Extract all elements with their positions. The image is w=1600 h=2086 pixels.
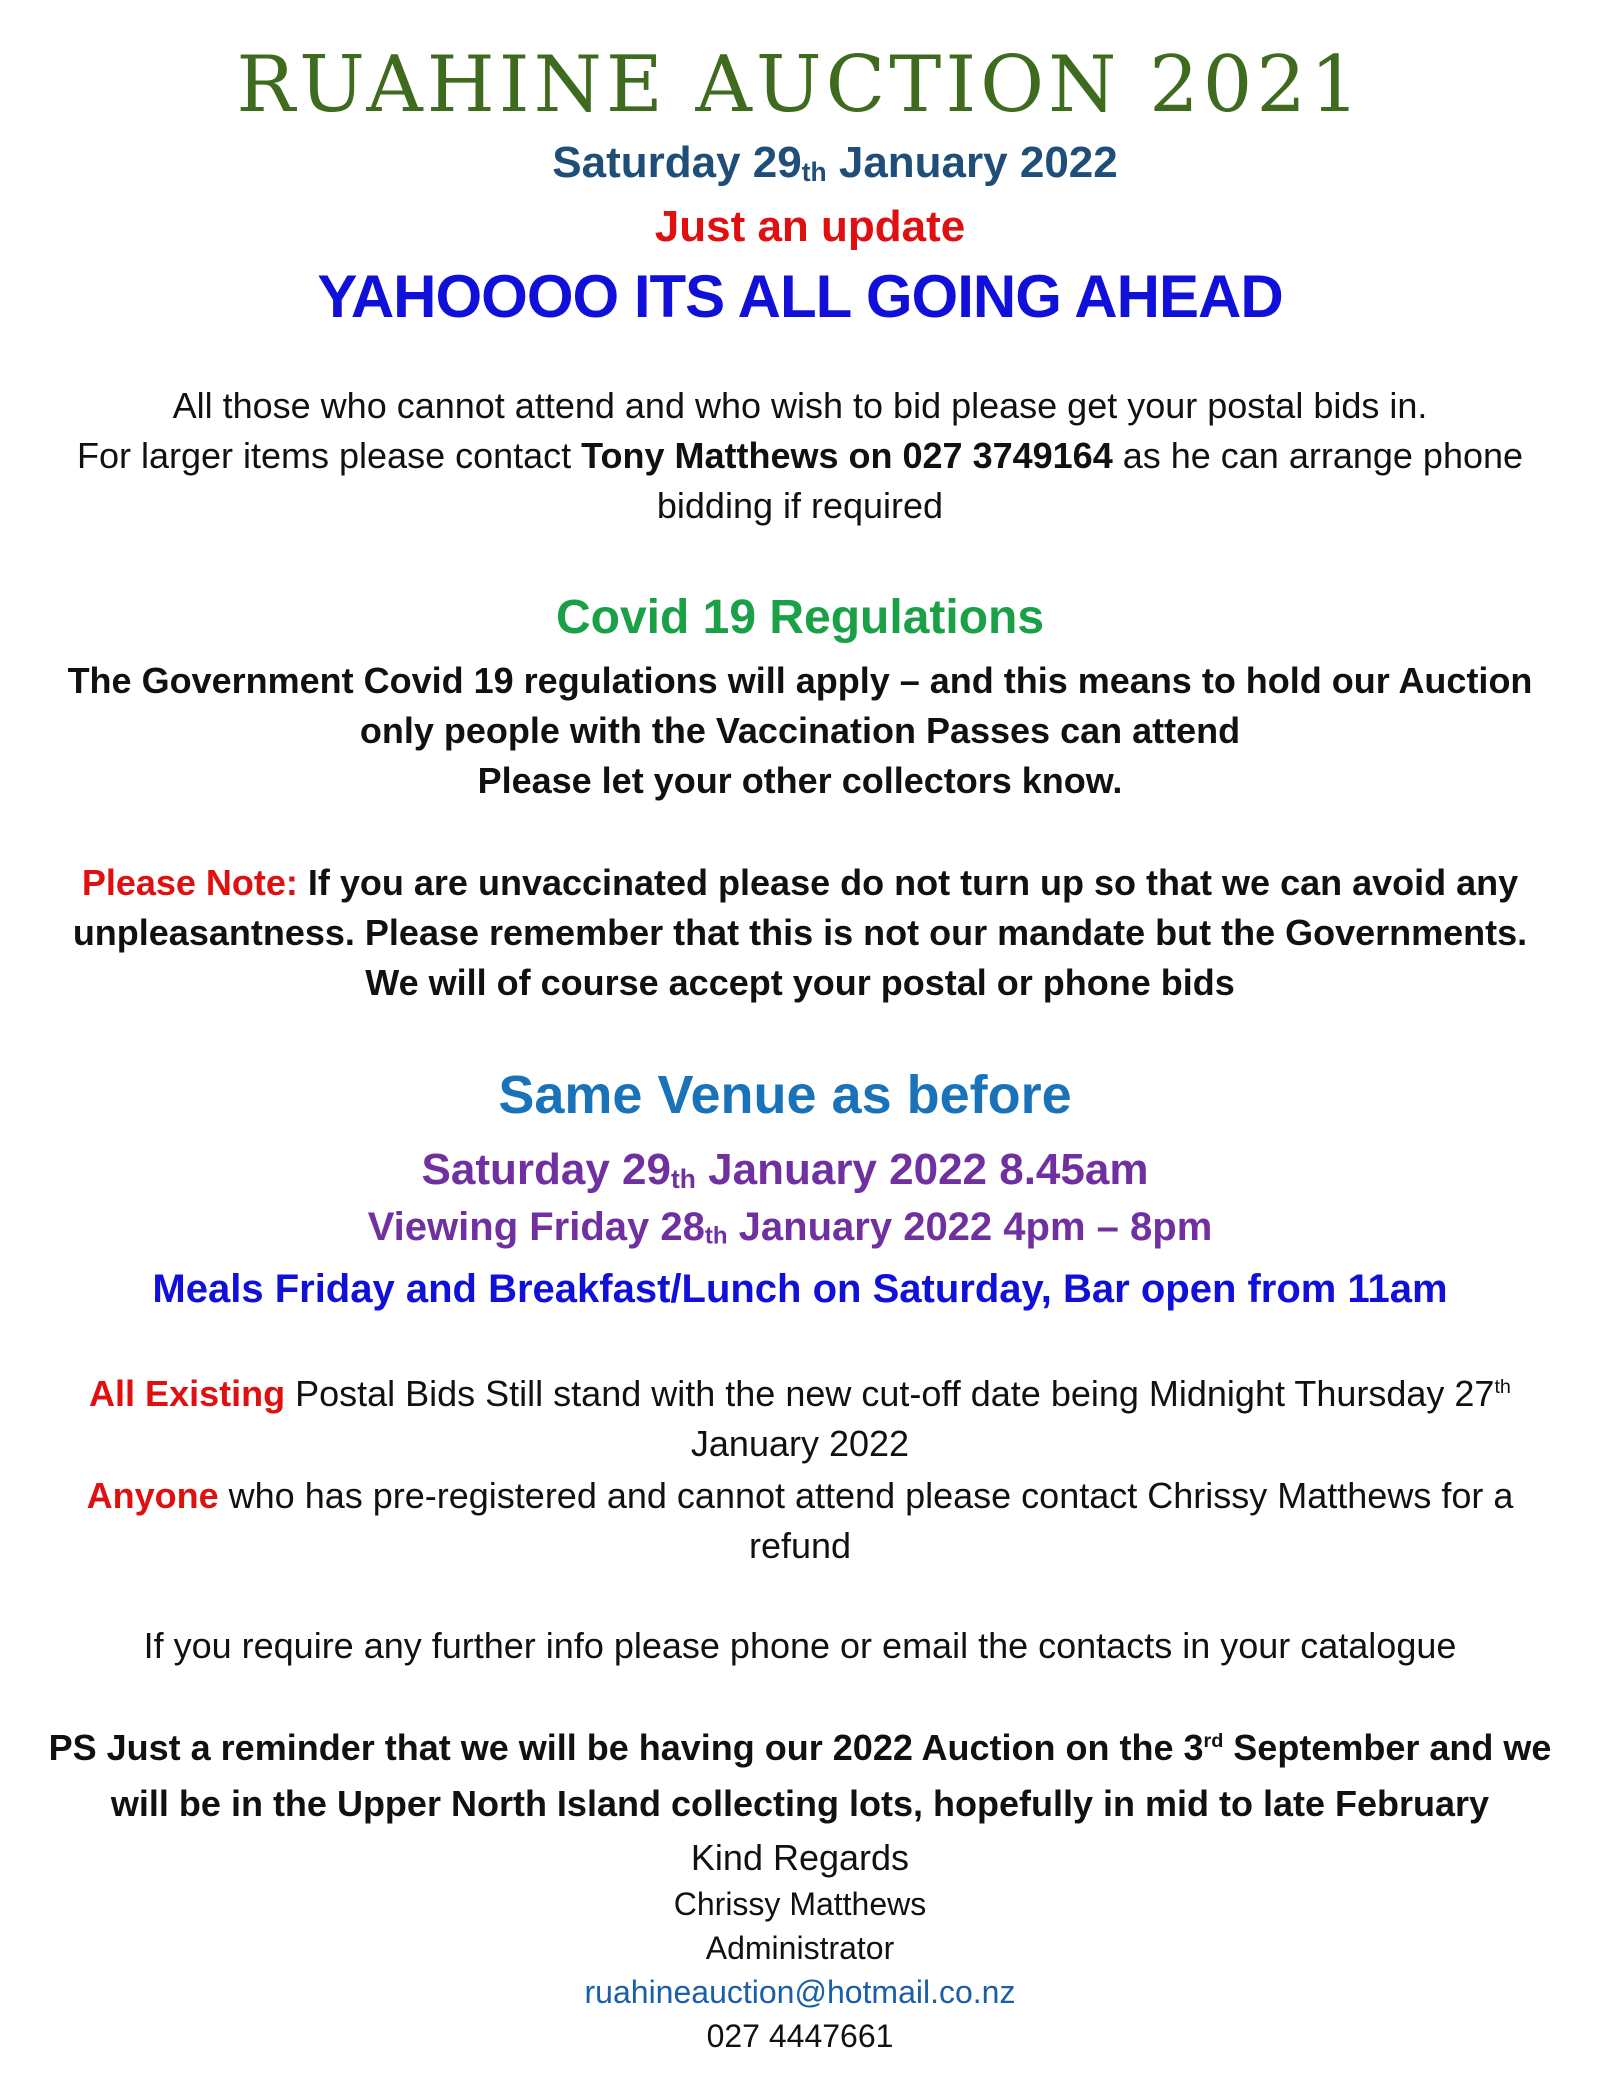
- going-ahead-banner: YAHOOOO ITS ALL GOING AHEAD: [317, 263, 1283, 330]
- signoff-phone: 027 4447661: [706, 2018, 894, 2054]
- covid-line-1: The Government Covid 19 regulations will apply – and this means to hold our Auction: [67, 660, 1533, 701]
- covid-line-3: Please let your other collectors know.: [477, 760, 1123, 801]
- update-label: Just an update: [654, 202, 966, 251]
- page-title: RUAHINE AUCTION 2021: [236, 40, 1364, 130]
- ps-line-2: will be in the Upper North Island collecting lots, hopefully in mid to late February: [110, 1783, 1490, 1824]
- intro-line-2: For larger items please contact Tony Matthews on 027 3749164 as he can arrange phone: [76, 435, 1524, 476]
- venue-viewing: Viewing Friday 28th January 2022 4pm – 8pm: [367, 1205, 1213, 1250]
- note-label: Please Note:: [81, 862, 298, 903]
- intro-line-1: All those who cannot attend and who wish to bid please get your postal bids in.: [172, 385, 1428, 426]
- bids-anyone: Anyone who has pre-registered and cannot attend please contact Chrissy Matthews for a: [86, 1475, 1514, 1516]
- bids-existing-2: January 2022: [690, 1423, 910, 1464]
- note-line-3: We will of course accept your postal or phone bids: [365, 962, 1235, 1003]
- venue-saturday: Saturday 29th January 2022 8.45am: [421, 1145, 1149, 1194]
- phone-contact: Tony Matthews on 027 3749164: [581, 435, 1113, 476]
- auction-date: Saturday 29th January 2022: [552, 138, 1118, 187]
- venue-heading: Same Venue as before: [498, 1065, 1072, 1125]
- venue-meals: Meals Friday and Breakfast/Lunch on Saturday, Bar open from 11am: [152, 1267, 1448, 1311]
- ps-line-1: PS Just a reminder that we will be having our 2022 Auction on the 3rd September and we: [48, 1727, 1552, 1768]
- bids-existing: All Existing Postal Bids Still stand with the new cut-off date being Midnight Thursday 27th: [89, 1373, 1511, 1414]
- signoff-name: Chrissy Matthews: [673, 1886, 927, 1922]
- note-line-2: unpleasantness. Please remember that this is not our mandate but the Governments.: [72, 912, 1528, 953]
- covid-line-2: only people with the Vaccination Passes can attend: [359, 710, 1241, 751]
- email-link[interactable]: ruahineauction@hotmail.co.nz: [584, 1974, 1016, 2010]
- further-info: If you require any further info please phone or email the contacts in your catalogue: [143, 1625, 1457, 1666]
- intro-line-3: bidding if required: [656, 485, 944, 526]
- signoff-regards: Kind Regards: [690, 1837, 910, 1878]
- covid-heading: Covid 19 Regulations: [555, 591, 1045, 644]
- note-line-1: Please Note: If you are unvaccinated please do not turn up so that we can avoid any: [81, 862, 1519, 903]
- bids-anyone-2: refund: [748, 1525, 852, 1566]
- signoff-role: Administrator: [705, 1930, 895, 1966]
